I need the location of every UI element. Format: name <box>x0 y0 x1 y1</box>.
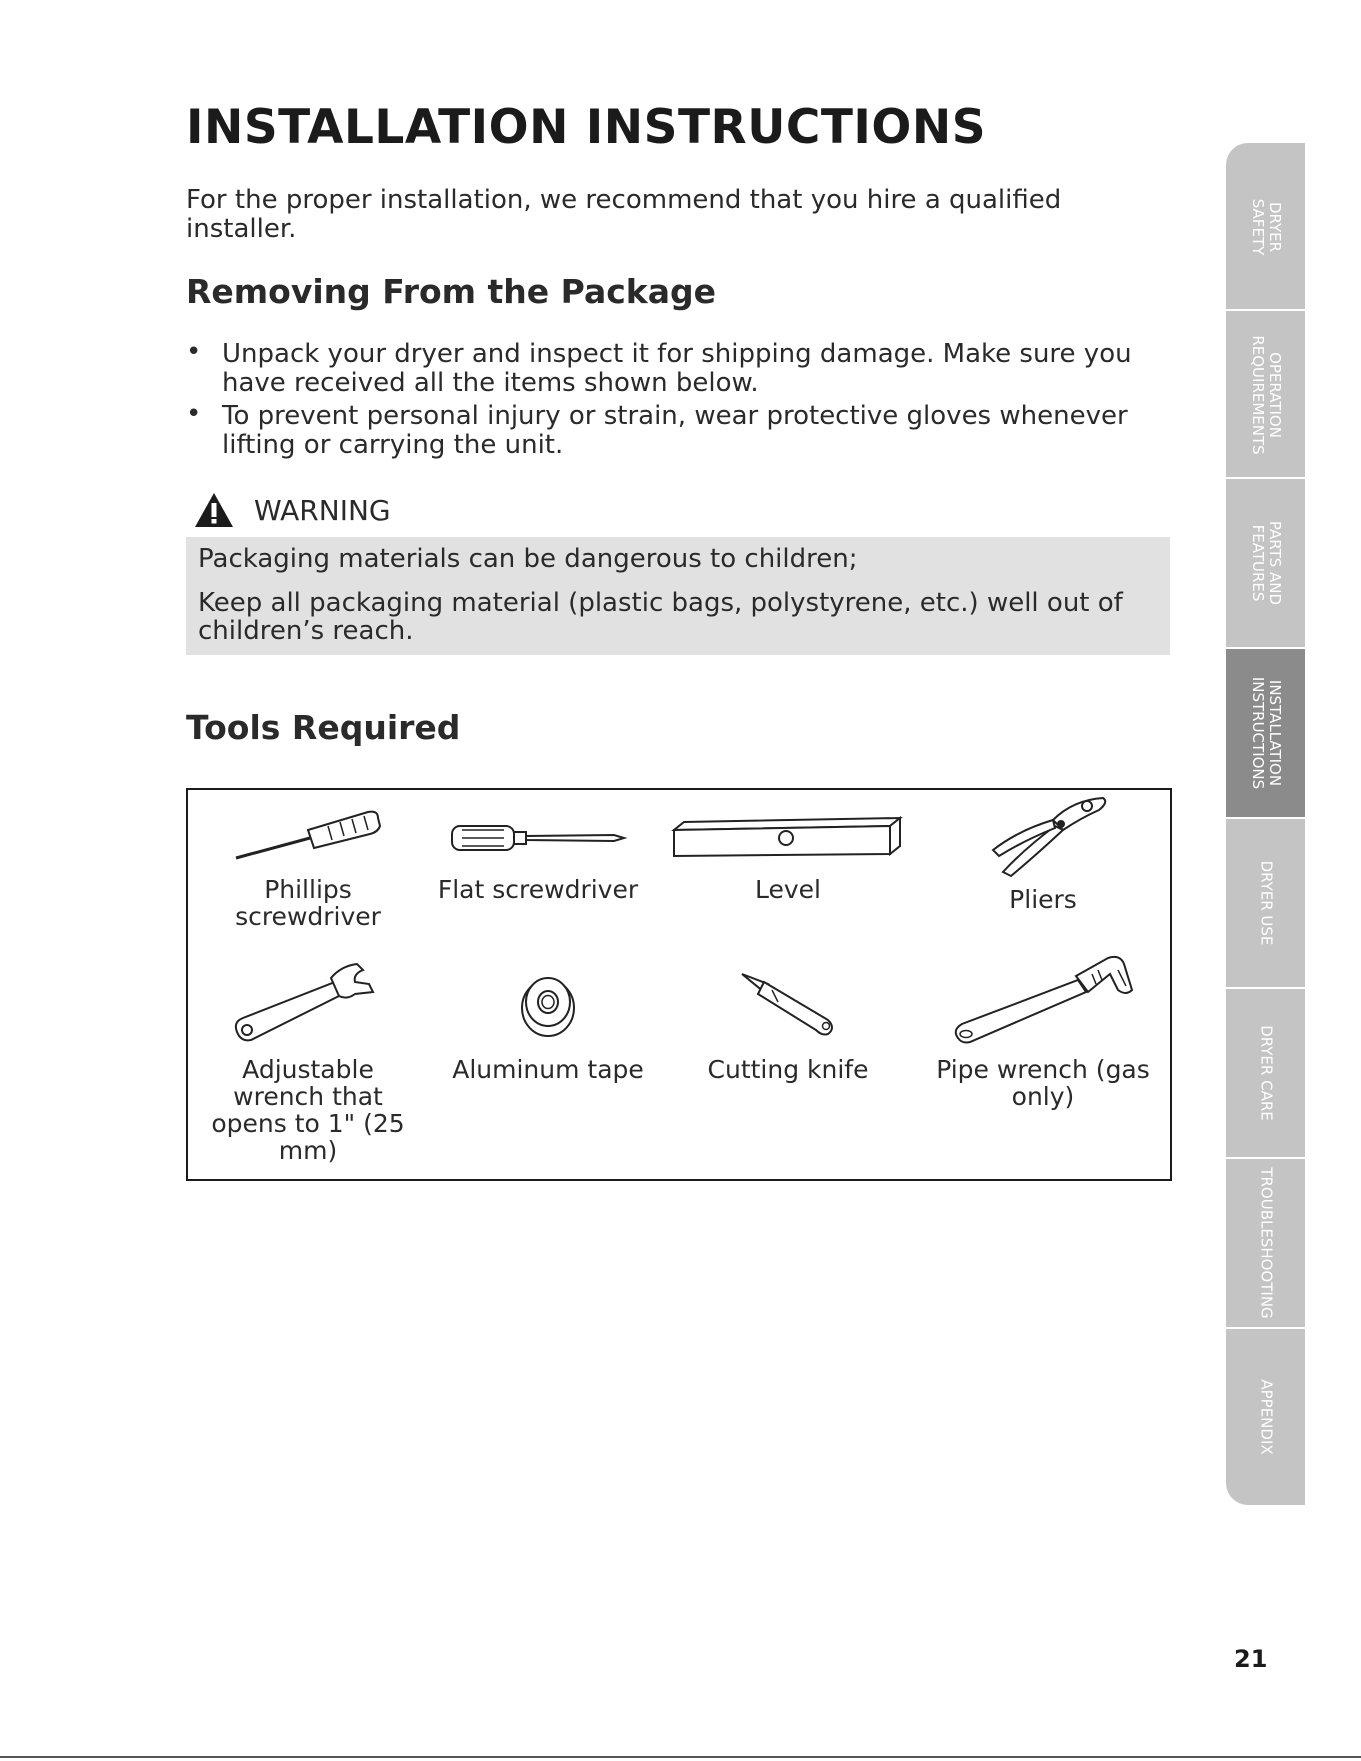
tool-label: Phillips screwdriver <box>235 875 381 931</box>
adjustable-wrench-icon <box>223 960 393 1050</box>
section-side-tabs <box>1226 143 1305 1505</box>
section-heading-removing: Removing From the Package <box>186 272 717 311</box>
warning-header <box>194 492 391 528</box>
cutting-knife-icon <box>728 960 848 1050</box>
warning-triangle-icon <box>194 492 234 528</box>
warning-label: WARNING <box>254 493 391 527</box>
tab-troubleshooting[interactable]: TROUBLESHOOTING <box>1257 1167 1275 1319</box>
tool-label: Aluminum tape <box>452 1055 644 1084</box>
warning-box <box>186 537 1170 655</box>
tab-dryer-care[interactable]: DRYER CARE <box>1257 1025 1275 1121</box>
list-item: • To prevent personal injury or strain, wear protective gloves whenever lifting or carrying the unit. <box>186 399 1128 460</box>
tool-pliers <box>928 790 1158 913</box>
tool-label: Cutting knife <box>707 1055 869 1084</box>
tool-level <box>668 800 908 903</box>
pliers-icon <box>963 790 1123 880</box>
list-item: • Unpack your dryer and inspect it for shipping damage. Make sure you have received all the items shown below. <box>186 337 1132 398</box>
tab-parts-and-features[interactable]: PARTS AND FEATURES <box>1248 520 1284 606</box>
tool-label: Level <box>755 875 821 904</box>
tool-adjustable-wrench <box>208 960 408 1164</box>
tool-flat-screwdriver <box>428 800 648 903</box>
tool-label: Pipe wrench (gas only) <box>936 1055 1150 1111</box>
tool-pipe-wrench <box>928 950 1158 1110</box>
tool-aluminum-tape <box>428 960 668 1083</box>
aluminum-tape-icon <box>508 960 588 1050</box>
tool-label: Pliers <box>1009 885 1077 914</box>
page-number: 21 <box>1234 1645 1268 1673</box>
level-icon <box>668 800 908 870</box>
tools-table <box>186 788 1172 1181</box>
tab-installation-instructions[interactable]: INSTALLATION INSTRUCTIONS <box>1226 649 1305 817</box>
section-heading-tools: Tools Required <box>186 708 461 747</box>
phillips-screwdriver-icon <box>228 800 388 870</box>
tool-label: Flat screwdriver <box>437 875 639 904</box>
tool-label: Adjustable wrench that opens to 1" (25 mm) <box>211 1055 405 1165</box>
bullet-icon: • <box>186 399 202 429</box>
warning-line: Packaging materials can be dangerous to children; <box>198 544 858 574</box>
page-title: INSTALLATION INSTRUCTIONS <box>186 100 987 155</box>
flat-screwdriver-icon <box>438 800 638 870</box>
warning-line: Keep all packaging material (plastic bags, polystyrene, etc.) well out of children’s reach. <box>198 588 1123 646</box>
tab-dryer-safety[interactable]: DRYER SAFETY <box>1248 198 1284 256</box>
pipe-wrench-icon <box>948 950 1138 1050</box>
tab-operation-requirements[interactable]: OPERATION REQUIREMENTS <box>1248 335 1284 455</box>
tab-dryer-use[interactable]: DRYER USE <box>1257 860 1275 946</box>
intro-text: For the proper installation, we recommend that you hire a qualified installer. <box>186 185 1062 244</box>
tab-appendix[interactable]: APPENDIX <box>1257 1379 1275 1455</box>
removing-bullet-list <box>186 337 1166 464</box>
page-bottom-rule <box>0 1756 1361 1758</box>
tool-phillips-screwdriver <box>208 800 408 930</box>
bullet-icon: • <box>186 337 202 367</box>
tool-cutting-knife <box>668 960 908 1083</box>
